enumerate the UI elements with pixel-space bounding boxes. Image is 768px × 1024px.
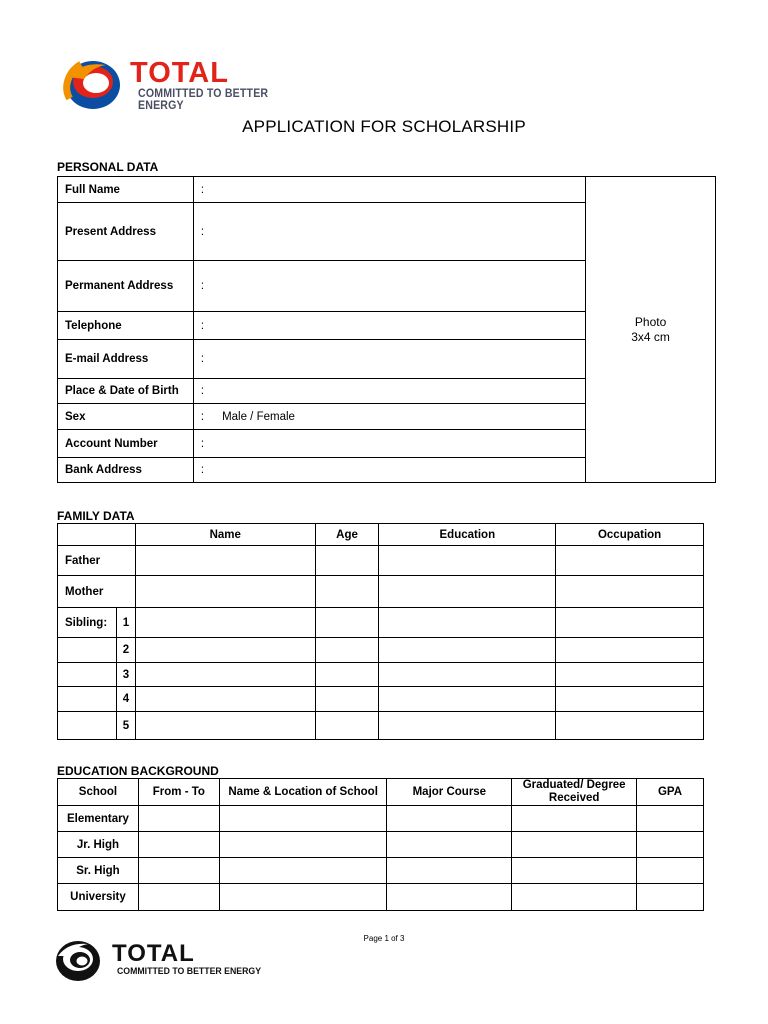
family-header-blank (58, 524, 136, 546)
major-course-cell[interactable] (387, 806, 512, 832)
sibling-name-cell[interactable] (135, 638, 315, 663)
sibling-occupation-cell[interactable] (556, 687, 704, 712)
school-name-location-cell[interactable] (219, 884, 387, 911)
field-label: Sex (58, 404, 194, 430)
father-occupation-cell[interactable] (556, 546, 704, 576)
mother-education-cell[interactable] (379, 576, 556, 608)
row-label-father: Father (58, 546, 136, 576)
degree-cell[interactable] (512, 806, 637, 832)
column-header: Education (379, 524, 556, 546)
mother-name-cell[interactable] (135, 576, 315, 608)
field-label: E-mail Address (58, 340, 194, 379)
column-header: Major Course (387, 779, 512, 806)
sibling-age-cell[interactable] (315, 687, 379, 712)
sex-colon: : (200, 410, 205, 423)
from-to-cell[interactable] (138, 832, 219, 858)
education-background-table (57, 778, 704, 911)
personal-data-table (57, 176, 716, 483)
sibling-education-cell[interactable] (379, 608, 556, 638)
sex-options: Male / Female (222, 410, 295, 423)
mother-occupation-cell[interactable] (556, 576, 704, 608)
brand-tagline: COMMITTED TO BETTER ENERGY (138, 88, 269, 112)
photo-placeholder (586, 177, 716, 483)
column-header: Occupation (556, 524, 704, 546)
column-header: Graduated/ Degree Received (512, 779, 637, 806)
sibling-education-cell[interactable] (379, 712, 556, 740)
field-label: Permanent Address (58, 261, 194, 312)
bank-address-field[interactable]: : (193, 458, 585, 483)
sibling-name-cell[interactable] (135, 712, 315, 740)
present-address-field[interactable]: : (193, 203, 585, 261)
major-course-cell[interactable] (387, 884, 512, 911)
school-level-label: Elementary (58, 806, 139, 832)
school-level-label: Sr. High (58, 858, 139, 884)
gpa-cell[interactable] (637, 858, 704, 884)
blank-cell (58, 638, 117, 663)
field-label: Present Address (58, 203, 194, 261)
column-header: Name (135, 524, 315, 546)
gpa-cell[interactable] (637, 806, 704, 832)
father-age-cell[interactable] (315, 546, 379, 576)
row-label-mother: Mother (58, 576, 136, 608)
sibling-occupation-cell[interactable] (556, 712, 704, 740)
school-name-location-cell[interactable] (219, 858, 387, 884)
footer-brand-name: TOTAL (112, 940, 195, 967)
education-background-heading: EDUCATION BACKGROUND (57, 764, 219, 778)
gpa-cell[interactable] (637, 884, 704, 911)
birth-place-date-field[interactable]: : (193, 379, 585, 404)
total-logo-header (62, 55, 322, 115)
telephone-field[interactable]: : (193, 312, 585, 340)
field-label: Account Number (58, 430, 194, 458)
sibling-age-cell[interactable] (315, 712, 379, 740)
brand-name: TOTAL (130, 57, 229, 89)
from-to-cell[interactable] (138, 858, 219, 884)
sibling-number: 3 (116, 663, 135, 687)
email-field[interactable]: : (193, 340, 585, 379)
page-title: APPLICATION FOR SCHOLARSHIP (242, 117, 526, 136)
gpa-cell[interactable] (637, 832, 704, 858)
degree-cell[interactable] (512, 884, 637, 911)
sibling-number: 1 (116, 608, 135, 638)
total-logo-icon (62, 55, 124, 113)
sibling-occupation-cell[interactable] (556, 663, 704, 687)
total-logo-icon (54, 936, 102, 984)
column-header: Name & Location of School (219, 779, 387, 806)
sibling-age-cell[interactable] (315, 663, 379, 687)
sibling-number: 5 (116, 712, 135, 740)
row-label-sibling: Sibling: (58, 608, 117, 638)
sibling-number: 2 (116, 638, 135, 663)
permanent-address-field[interactable]: : (193, 261, 585, 312)
father-education-cell[interactable] (379, 546, 556, 576)
personal-data-heading: PERSONAL DATA (57, 160, 159, 174)
photo-label: Photo (634, 314, 667, 329)
column-header: Age (315, 524, 379, 546)
column-header: From - To (138, 779, 219, 806)
sex-field[interactable] (193, 404, 585, 430)
blank-cell (58, 663, 117, 687)
sibling-occupation-cell[interactable] (556, 608, 704, 638)
mother-age-cell[interactable] (315, 576, 379, 608)
major-course-cell[interactable] (387, 858, 512, 884)
full-name-field[interactable]: : (193, 177, 585, 203)
from-to-cell[interactable] (138, 806, 219, 832)
sibling-education-cell[interactable] (379, 663, 556, 687)
school-level-label: University (58, 884, 139, 911)
school-name-location-cell[interactable] (219, 832, 387, 858)
family-data-table (57, 523, 704, 740)
from-to-cell[interactable] (138, 884, 219, 911)
family-data-heading: FAMILY DATA (57, 509, 135, 523)
sibling-age-cell[interactable] (315, 638, 379, 663)
sibling-education-cell[interactable] (379, 687, 556, 712)
sibling-name-cell[interactable] (135, 687, 315, 712)
school-name-location-cell[interactable] (219, 806, 387, 832)
field-label: Bank Address (58, 458, 194, 483)
degree-cell[interactable] (512, 858, 637, 884)
footer-brand-tagline: COMMITTED TO BETTER ENERGY (117, 966, 262, 977)
field-label: Place & Date of Birth (58, 379, 194, 404)
sibling-occupation-cell[interactable] (556, 638, 704, 663)
field-label: Full Name (58, 177, 194, 203)
page-number: Page 1 of 3 (363, 934, 405, 943)
school-level-label: Jr. High (58, 832, 139, 858)
account-number-field[interactable]: : (193, 430, 585, 458)
father-name-cell[interactable] (135, 546, 315, 576)
column-header: GPA (637, 779, 704, 806)
field-label: Telephone (58, 312, 194, 340)
sibling-education-cell[interactable] (379, 638, 556, 663)
sibling-age-cell[interactable] (315, 608, 379, 638)
major-course-cell[interactable] (387, 832, 512, 858)
blank-cell (58, 687, 117, 712)
sibling-name-cell[interactable] (135, 663, 315, 687)
sibling-name-cell[interactable] (135, 608, 315, 638)
blank-cell (58, 712, 117, 740)
column-header: School (58, 779, 139, 806)
degree-cell[interactable] (512, 832, 637, 858)
sibling-number: 4 (116, 687, 135, 712)
total-logo-footer (54, 936, 294, 986)
photo-size-label: 3x4 cm (631, 329, 670, 344)
